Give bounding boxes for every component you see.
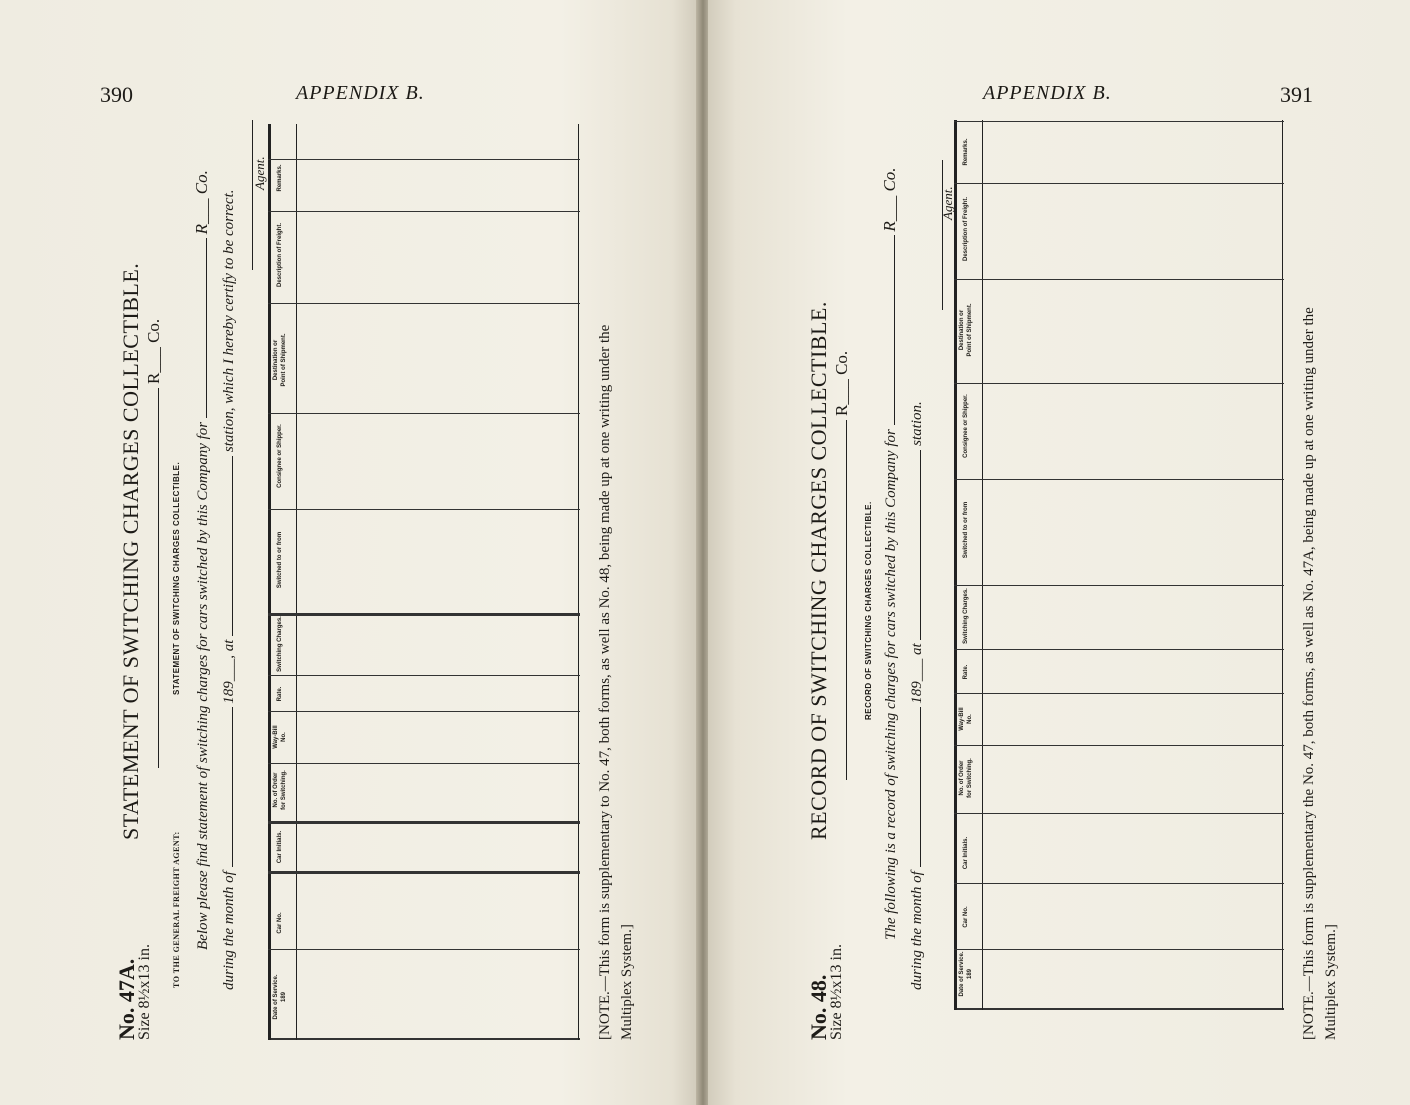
col-car-no: Car No. [963,906,969,928]
record-line-2 [906,401,926,990]
header-rule [296,124,297,1040]
form-title: RECORD OF SWITCHING CHARGES COLLECTIBLE. [806,301,831,840]
col-order-no: No. of Order for Switching. [959,758,973,798]
col-consignee: Consignee or Shipper. [277,424,283,488]
form-title: STATEMENT OF SWITCHING CHARGES COLLECTIBLE. [118,262,143,840]
col-rule [954,745,1284,746]
col-rule [954,649,1284,650]
agent-blank [238,120,253,270]
running-head: APPENDIX B. [983,82,1112,104]
col-car-no: Car No. [277,912,283,934]
col-rule [268,509,580,510]
form-48 [798,130,1358,1040]
statement-line-1 [192,170,212,950]
col-rule [268,303,580,304]
railroad-blank [832,420,847,780]
table-top-rule [268,124,271,1040]
note-line-2: Multiplex System.] [619,924,635,1040]
table-left-rule [954,1008,1284,1010]
month-label: during the month of [221,871,237,990]
col-rule [954,693,1284,694]
agent-blank [928,160,943,310]
statement-line-2 [218,190,238,991]
col-description: Description of Freight. [277,223,283,288]
sub-heading: RECORD OF SWITCHING CHARGES COLLECTIBLE. [864,501,873,720]
col-order-no: No. of Order for Switching. [273,770,287,810]
line1-text: The following is a record of switching charges for cars switched by this Company for [883,429,899,940]
col-rule [268,821,580,824]
col-rule [954,121,1284,122]
line1-blank [192,238,207,418]
form-47a [100,130,660,1040]
col-rule [268,613,580,616]
table-top-rule [954,120,957,1010]
col-rule [954,949,1284,950]
col-switching-charges: Switching Charges. [963,588,969,644]
col-rule [268,159,580,160]
col-remarks: Remarks. [277,164,283,192]
footnote [1298,230,1342,1040]
col-rule [954,479,1284,480]
agent-label: Agent. [940,186,955,220]
railroad-blank [144,388,159,768]
month-label: during the month of [909,871,925,990]
month-blank [906,708,921,868]
page-number: 390 [100,82,133,107]
col-date: Date of Service. 189 [273,974,287,1020]
col-waybill: Way-Bill No. [959,707,973,731]
col-rate: Rate. [963,664,969,680]
line1-text: Below please find statement of switching charges for cars switched by this Company for [195,421,211,950]
col-date: Date of Service. 189 [959,951,973,997]
col-rule [954,383,1284,384]
header-rule [982,120,983,1010]
year-label: 189___ at [909,643,925,704]
col-car-initials: Car Initials. [277,830,283,864]
col-rule [268,871,580,874]
station-blank [218,456,233,636]
form-size: Size 8½x13 in. [828,944,845,1040]
agent-line [238,120,258,270]
col-car-initials: Car Initials. [963,836,969,870]
record-line-1 [880,167,900,940]
railroad-line [832,351,852,780]
station-label: station, which I hereby certify to be correct. [221,189,237,453]
col-destination: Destination or Point of Shipment. [959,303,973,357]
col-rule [268,413,580,414]
col-rule [954,183,1284,184]
addressee: TO THE GENERAL FREIGHT AGENT: [172,831,181,988]
sub-heading: STATEMENT OF SWITCHING CHARGES COLLECTIBLE. [172,461,181,695]
line1-rco: R___ Co. [192,170,211,235]
r-co-label: R___ Co. [832,350,851,416]
running-head: APPENDIX B. [296,82,425,104]
col-switched-to: Switched to or from [277,531,283,589]
col-rule [954,279,1284,280]
note-line-1: [NOTE.—This form is supplementary the No. 47, both forms, as well as No. 47A, being made up at one writing under the [1301,307,1317,1040]
r-co-label: R___ Co. [144,318,163,384]
col-switched-to: Switched to or from [963,501,969,559]
line1-rco: R___ Co. [880,167,899,232]
line1-blank [880,235,895,425]
footnote [594,230,638,1040]
month-blank [218,708,233,868]
note-line-2: Multiplex System.] [1323,924,1339,1040]
col-consignee: Consignee or Shipper. [963,394,969,458]
col-rule [954,585,1284,586]
col-description: Description of Freight. [963,197,969,262]
col-rule [268,763,580,764]
col-rule [954,883,1284,884]
col-rate: Rate. [277,686,283,702]
col-rule [268,711,580,712]
col-rule [954,813,1284,814]
left-page [0,0,700,1105]
table-bottom-rule [578,124,579,1040]
table-edge [268,1039,580,1040]
form-number: No. 48. [806,974,831,1040]
year-label: 189___, at [221,639,237,704]
note-line-1: [NOTE.—This form is supplementary to No. 47, both forms, as well as No. 48, being made up at one writing under the [597,324,613,1040]
col-destination: Destination or Point of Shipment. [273,333,287,387]
col-rule [268,949,580,950]
charges-table [268,130,580,1040]
form-number: No. 47A. [114,958,139,1040]
station-label: station. [909,401,925,446]
page-number: 391 [1280,82,1313,107]
agent-line [928,160,948,310]
form-size: Size 8½x13 in. [136,944,153,1040]
col-rule [268,675,580,676]
table-bottom-rule [1282,120,1283,1010]
col-waybill: Way-Bill No. [273,725,287,749]
record-table [954,120,1284,1010]
right-page [708,0,1410,1105]
agent-label: Agent. [252,156,267,190]
railroad-line [144,319,164,768]
col-rule [268,211,580,212]
station-blank [906,450,921,640]
col-switching-charges: Switching Charges. [277,616,283,672]
col-remarks: Remarks. [963,138,969,166]
